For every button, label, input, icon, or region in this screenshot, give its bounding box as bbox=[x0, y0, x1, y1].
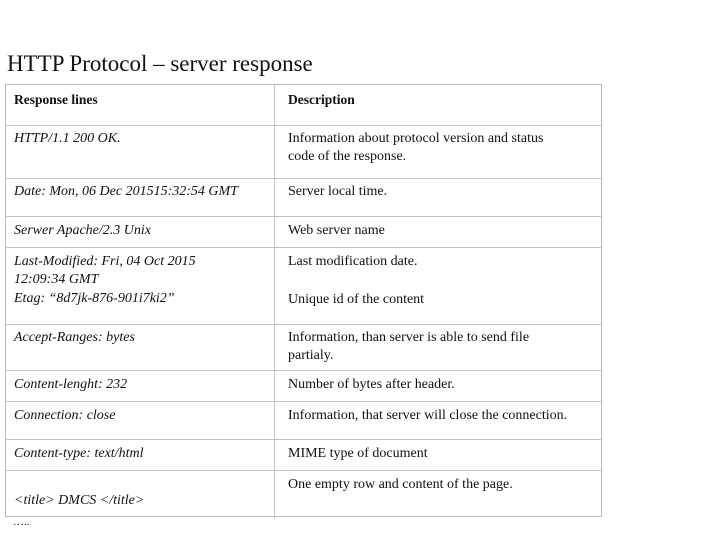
response-line: <title> DMCS </title> bbox=[14, 493, 145, 508]
response-table bbox=[5, 84, 602, 517]
response-line: Content-lenght: 232 bbox=[14, 377, 128, 392]
response-description: Number of bytes after header. bbox=[288, 377, 455, 392]
response-description: Unique id of the content bbox=[288, 292, 425, 307]
row-divider bbox=[6, 216, 601, 217]
response-description: One empty row and content of the page. bbox=[288, 477, 513, 492]
row-divider bbox=[6, 401, 601, 402]
response-line: Content-type: text/html bbox=[14, 446, 144, 461]
response-description: Information about protocol version and status code of the response. bbox=[288, 131, 544, 164]
ellipsis-text: ….. bbox=[13, 516, 30, 528]
row-divider bbox=[6, 470, 601, 471]
row-divider bbox=[6, 370, 601, 371]
response-line: Accept-Ranges: bytes bbox=[14, 330, 135, 345]
header-description: Description bbox=[288, 92, 355, 107]
response-line: Date: Mon, 06 Dec 201515:32:54 GMT bbox=[14, 184, 238, 199]
response-description: Information, that server will close the connection. bbox=[288, 408, 568, 423]
response-description: MIME type of document bbox=[288, 446, 428, 461]
row-divider bbox=[6, 247, 601, 248]
row-divider bbox=[6, 178, 601, 179]
response-line: HTTP/1.1 200 OK. bbox=[14, 131, 121, 146]
response-description: Last modification date. bbox=[288, 254, 418, 269]
column-divider bbox=[274, 85, 275, 518]
response-line: Serwer Apache/2.3 Unix bbox=[14, 223, 151, 238]
response-description: Information, than server is able to send file partialy. bbox=[288, 330, 530, 363]
slide-title: HTTP Protocol – server response bbox=[7, 51, 313, 76]
response-description: Web server name bbox=[288, 223, 385, 238]
row-divider bbox=[6, 125, 601, 126]
row-divider bbox=[6, 324, 601, 325]
response-line: Last-Modified: Fri, 04 Oct 2015 12:09:34 GMT bbox=[14, 254, 196, 287]
response-description: Server local time. bbox=[288, 184, 388, 199]
response-line: Connection: close bbox=[14, 408, 116, 423]
response-line: Etag: “8d7jk-876-901i7ki2” bbox=[14, 291, 175, 306]
header-response-lines: Response lines bbox=[14, 92, 98, 107]
row-divider bbox=[6, 439, 601, 440]
